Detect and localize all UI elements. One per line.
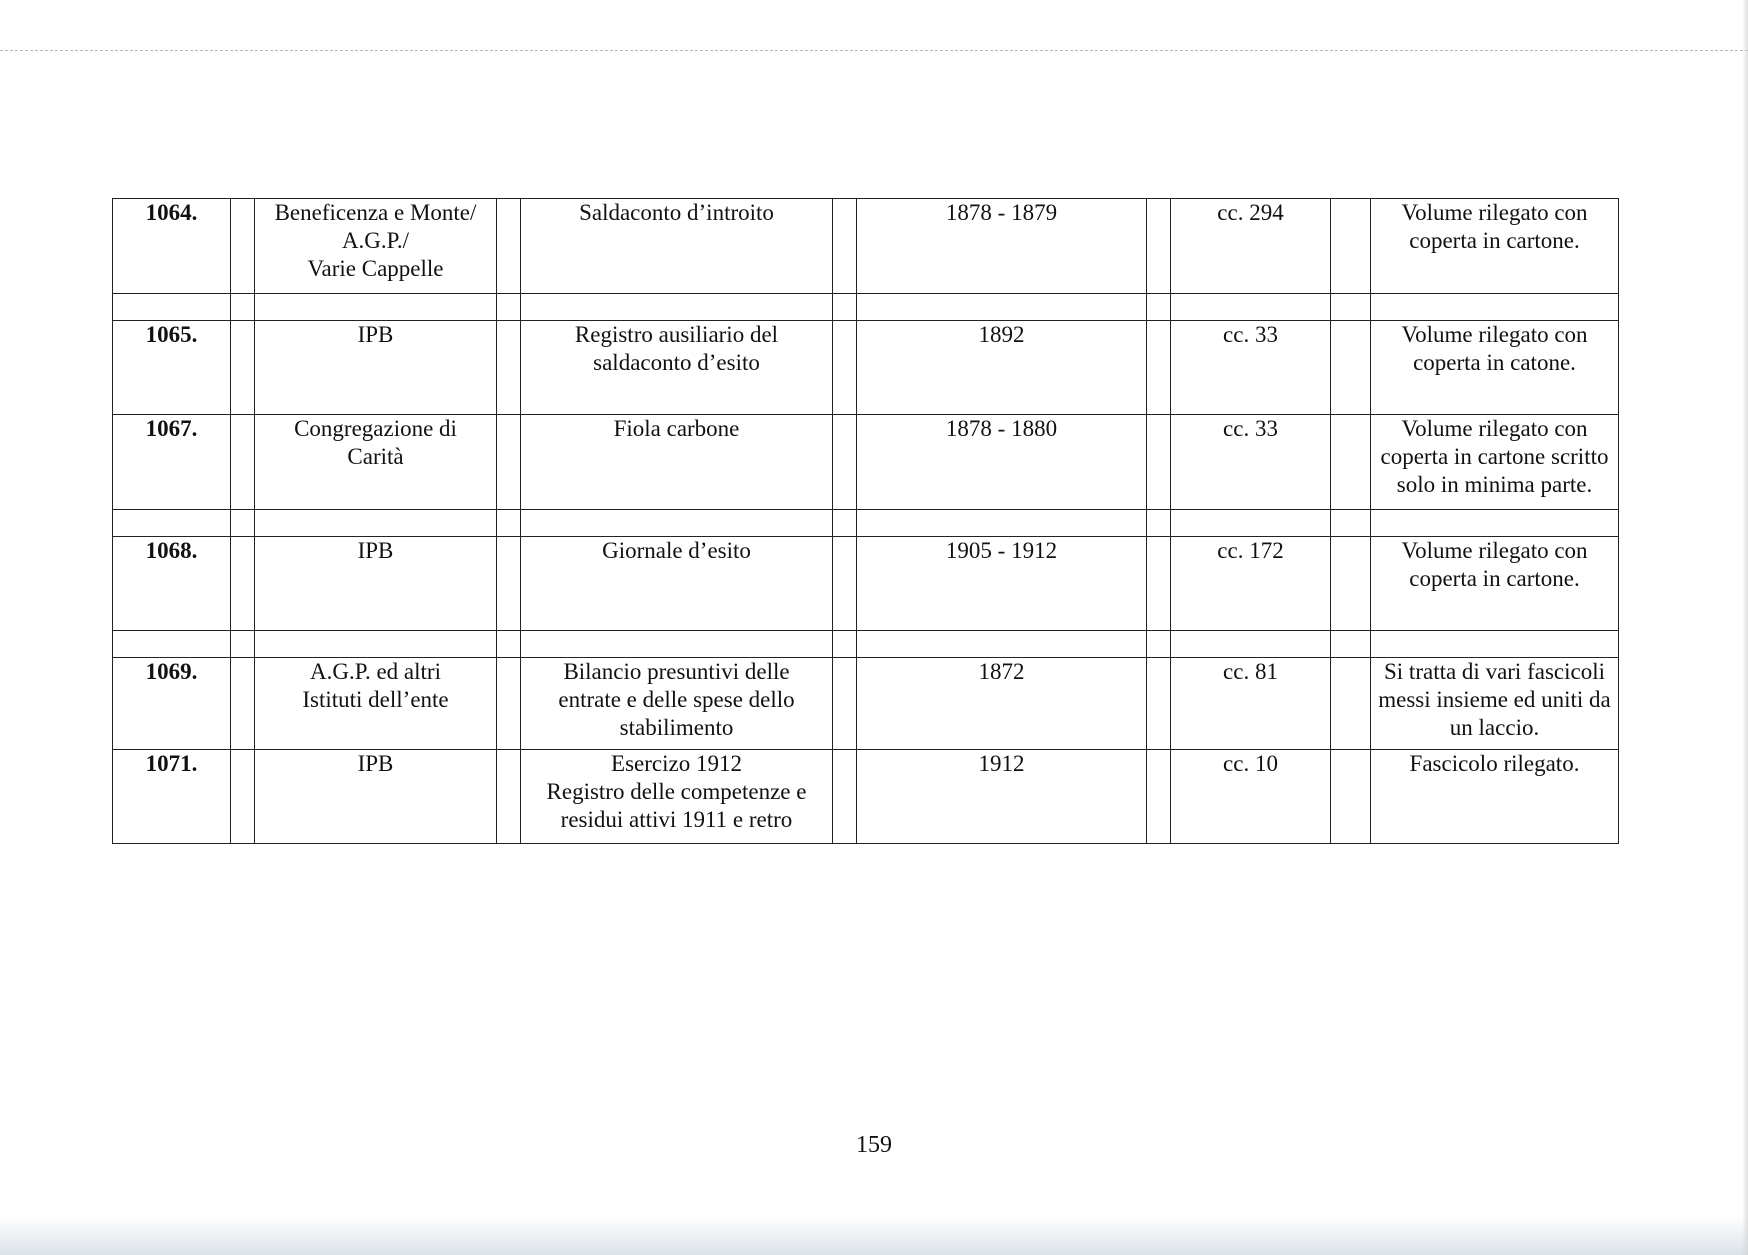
top-dashed-rule [0, 50, 1748, 51]
entry-number: 1064. [113, 199, 231, 294]
dates-cell: 1872 [857, 658, 1147, 750]
column-gutter [497, 750, 521, 844]
column-gutter [833, 321, 857, 415]
column-gutter [833, 537, 857, 631]
note-cell [1371, 658, 1619, 750]
entry-number: 1068. [113, 537, 231, 631]
title-line: Saldaconto d’introito [579, 200, 774, 225]
page-number: 159 [856, 1132, 892, 1158]
title-line: saldaconto d’esito [593, 350, 760, 375]
title-line: Registro ausiliario del [574, 322, 779, 347]
column-gutter [231, 199, 255, 294]
column-gutter [1147, 415, 1171, 510]
entry-number: 1069. [113, 658, 231, 750]
table-row [113, 658, 1619, 750]
fund-cell [255, 750, 497, 844]
note-line: Volume rilegato con [1401, 322, 1588, 347]
column-gutter [1147, 321, 1171, 415]
note-line: coperta in cartone. [1409, 566, 1580, 591]
sheet-count-cell: cc. 81 [1171, 658, 1331, 750]
column-gutter [231, 537, 255, 631]
note-line: messi insieme ed uniti da [1378, 687, 1611, 712]
fund-line: IPB [357, 538, 394, 563]
note-cell [1371, 415, 1619, 510]
note-line: un laccio. [1449, 715, 1540, 740]
archive-register-table [112, 198, 1619, 844]
column-gutter [1147, 199, 1171, 294]
column-gutter [497, 415, 521, 510]
fund-line: Varie Cappelle [307, 256, 444, 281]
column-gutter [497, 658, 521, 750]
entry-number: 1067. [113, 415, 231, 510]
column-gutter [1147, 537, 1171, 631]
table-row [113, 199, 1619, 294]
title-cell [521, 321, 833, 415]
column-gutter [497, 321, 521, 415]
spacer-row [113, 631, 1619, 658]
column-gutter [833, 658, 857, 750]
column-gutter [1331, 537, 1371, 631]
column-gutter [1331, 321, 1371, 415]
entry-number: 1071. [113, 750, 231, 844]
title-line: Bilancio presuntivi delle [563, 659, 790, 684]
table-row [113, 537, 1619, 631]
note-line: coperta in catone. [1413, 350, 1576, 375]
dates-cell: 1878 - 1879 [857, 199, 1147, 294]
fund-line: Congregazione di [294, 416, 457, 441]
fund-cell [255, 415, 497, 510]
title-line: stabilimento [619, 715, 734, 740]
column-gutter [1147, 658, 1171, 750]
sheet-count-cell: cc. 172 [1171, 537, 1331, 631]
entry-number: 1065. [113, 321, 231, 415]
fund-line: Carità [347, 444, 404, 469]
sheet-count-cell: cc. 33 [1171, 415, 1331, 510]
title-cell [521, 750, 833, 844]
title-line: Registro delle competenze e [546, 779, 807, 804]
title-cell [521, 199, 833, 294]
column-gutter [231, 321, 255, 415]
fund-line: IPB [357, 322, 394, 347]
fund-line: IPB [357, 751, 394, 776]
column-gutter [833, 415, 857, 510]
note-line: Volume rilegato con [1401, 200, 1588, 225]
dates-cell: 1892 [857, 321, 1147, 415]
spacer-row [113, 294, 1619, 321]
note-line: Volume rilegato con [1401, 538, 1588, 563]
fund-line: Beneficenza e Monte/ [274, 200, 477, 225]
table-row [113, 321, 1619, 415]
fund-cell [255, 199, 497, 294]
note-line: Volume rilegato con [1401, 416, 1588, 441]
spacer-row [113, 510, 1619, 537]
fund-line: A.G.P./ [341, 228, 410, 253]
column-gutter [1331, 658, 1371, 750]
sheet-count-cell: cc. 10 [1171, 750, 1331, 844]
title-cell [521, 415, 833, 510]
note-line: solo in minima parte. [1396, 472, 1593, 497]
scan-edge-shadow [0, 1215, 1748, 1255]
sheet-count-cell: cc. 33 [1171, 321, 1331, 415]
note-cell [1371, 199, 1619, 294]
dates-cell: 1905 - 1912 [857, 537, 1147, 631]
fund-cell [255, 321, 497, 415]
column-gutter [231, 415, 255, 510]
note-line: coperta in cartone. [1409, 228, 1580, 253]
title-cell [521, 537, 833, 631]
column-gutter [1331, 415, 1371, 510]
note-line: Fascicolo rilegato. [1409, 751, 1580, 776]
column-gutter [1147, 750, 1171, 844]
column-gutter [833, 199, 857, 294]
column-gutter [1331, 199, 1371, 294]
title-line: residui attivi 1911 e retro [560, 807, 793, 832]
column-gutter [497, 537, 521, 631]
title-line: Esercizo 1912 [611, 751, 742, 776]
column-gutter [231, 658, 255, 750]
scan-right-edge [1742, 0, 1748, 1255]
column-gutter [833, 750, 857, 844]
sheet-count-cell: cc. 294 [1171, 199, 1331, 294]
table-row [113, 415, 1619, 510]
title-line: Fiola carbone [613, 416, 740, 441]
fund-line: A.G.P. ed altri [310, 659, 441, 684]
title-cell [521, 658, 833, 750]
note-cell [1371, 537, 1619, 631]
column-gutter [231, 750, 255, 844]
note-line: coperta in cartone scritto [1380, 444, 1609, 469]
fund-line: Istituti dell’ente [302, 687, 449, 712]
column-gutter [1331, 750, 1371, 844]
title-line: entrate e delle spese dello [558, 687, 795, 712]
title-line: Giornale d’esito [602, 538, 751, 563]
note-line: Si tratta di vari fascicoli [1384, 659, 1605, 684]
dates-cell: 1878 - 1880 [857, 415, 1147, 510]
fund-cell [255, 658, 497, 750]
dates-cell: 1912 [857, 750, 1147, 844]
table-row [113, 750, 1619, 844]
note-cell [1371, 321, 1619, 415]
note-cell [1371, 750, 1619, 844]
column-gutter [497, 199, 521, 294]
fund-cell [255, 537, 497, 631]
